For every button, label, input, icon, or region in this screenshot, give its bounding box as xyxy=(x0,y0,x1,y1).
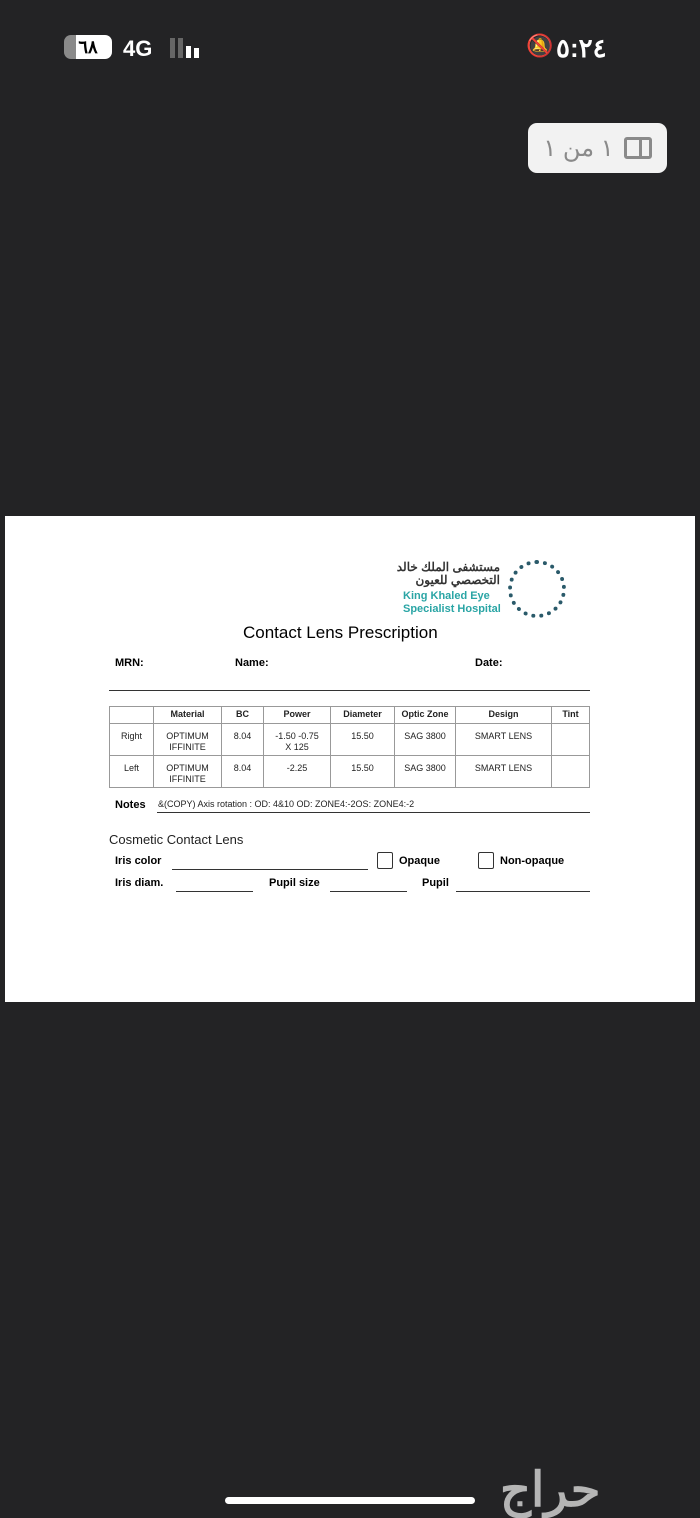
iris-color-field xyxy=(172,869,368,870)
signal-icon xyxy=(170,38,199,58)
opaque-label: Opaque xyxy=(399,855,440,867)
table-row: Right OPTIMUM IFFINITE 8.04 -1.50 -0.75 X 125 15.50 SAG 3800 SMART LENS xyxy=(110,724,590,756)
iris-color-label: Iris color xyxy=(115,855,162,867)
name-label: Name: xyxy=(235,657,269,669)
cosmetic-title: Cosmetic Contact Lens xyxy=(109,832,244,847)
logo-arabic: مستشفى الملك خالد التخصصي للعيون xyxy=(396,560,500,587)
bell-slash-icon: 🔕 xyxy=(526,33,554,58)
notes-label: Notes xyxy=(115,799,146,811)
pupil-label: Pupil xyxy=(422,877,449,889)
haraj-watermark: حراج xyxy=(500,1464,601,1517)
notes-line xyxy=(157,812,590,813)
network-type: 4G xyxy=(123,36,153,61)
home-indicator[interactable] xyxy=(225,1497,475,1504)
hospital-logo-emblem xyxy=(508,560,566,618)
logo-english: King Khaled Eye Specialist Hospital xyxy=(403,590,501,615)
table-row: Left OPTIMUM IFFINITE 8.04 -2.25 15.50 SAG 3800 SMART LENS xyxy=(110,756,590,788)
prescription-table: Material BC Power Diameter Optic Zone Design Tint Right OPTIMUM IFFINITE 8.04 -1.50 -0.75 X 125 15.50 SAG 3800 SMART LENS Left OPTIMUM IFFINITE 8.04 -2.25 15.50 SAG 3800 SMART LENS xyxy=(109,706,590,788)
divider xyxy=(109,690,590,691)
notes-text: &(COPY) Axis rotation : OD: 4&10 OD: ZONE4:-2OS: ZONE4:-2 xyxy=(158,799,415,809)
iris-diam-label: Iris diam. xyxy=(115,877,164,889)
mrn-label: MRN: xyxy=(115,657,144,669)
prescription-document xyxy=(5,516,695,1002)
clock: ٥:٢٤ xyxy=(556,33,607,63)
non-opaque-checkbox[interactable] xyxy=(478,852,494,869)
opaque-checkbox[interactable] xyxy=(377,852,393,869)
page-count: ١ من ١ xyxy=(543,134,614,162)
battery-icon: ٦٨ xyxy=(64,35,112,59)
pupil-field xyxy=(456,891,590,892)
page-title: Contact Lens Prescription xyxy=(243,623,438,642)
iris-diam-field xyxy=(176,891,253,892)
non-opaque-label: Non-opaque xyxy=(500,855,565,867)
pupil-size-label: Pupil size xyxy=(269,877,320,889)
pupil-size-field xyxy=(330,891,407,892)
page-indicator[interactable] xyxy=(528,123,667,173)
sidebar-icon xyxy=(624,137,652,159)
date-label: Date: xyxy=(475,657,503,669)
